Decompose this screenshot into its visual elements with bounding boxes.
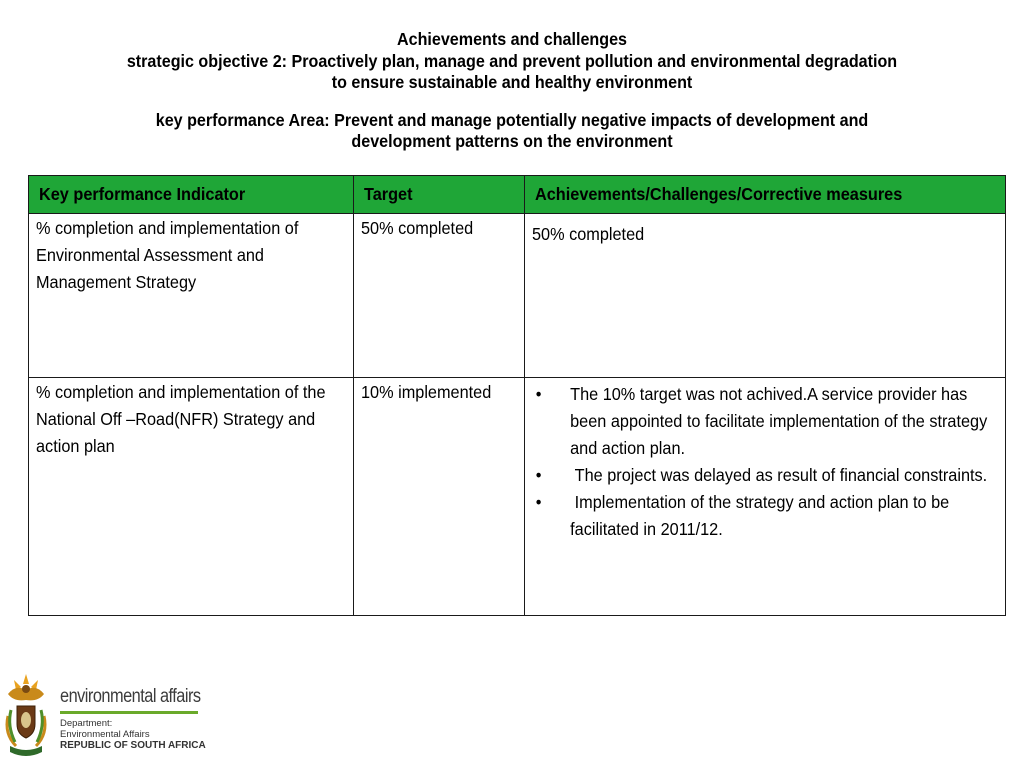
list-item: • Implementation of the strategy and action plan to be facilitated in 2011/12. (532, 489, 1001, 543)
target-cell: 50% completed (354, 214, 525, 378)
table-header-row (29, 176, 1006, 214)
indicator-cell: % completion and implementation of Environmental Assessment and Management Strategy (29, 214, 354, 378)
bullet-icon: • (535, 465, 542, 485)
logo-dept-line-1: Department: (60, 718, 113, 729)
slide-header (41, 29, 983, 153)
environmental-affairs-logo (0, 668, 206, 760)
bullet-icon: • (535, 492, 542, 512)
logo-wordmark: environmental affairs (60, 686, 201, 707)
achievement-cell (525, 378, 1006, 616)
achievement-bullet-list (532, 381, 1001, 543)
list-item: • The 10% target was not achived.A service provider has been appointed to facilitate implementation of the strategy and action plan. (532, 381, 1001, 462)
slide-title: Achievements and challenges (397, 29, 627, 49)
header-spacer (41, 94, 983, 110)
table-row (29, 378, 1006, 616)
kpa-line-2: development patterns on the environment (351, 131, 673, 151)
logo-rule (60, 711, 198, 714)
indicator-cell: % completion and implementation of the National Off –Road(NFR) Strategy and action plan (29, 378, 354, 616)
strategic-objective-line-2: to ensure sustainable and healthy environment (331, 72, 693, 92)
column-header-target: Target (354, 176, 525, 214)
kpa-line-1: key performance Area: Prevent and manage potentially negative impacts of development and (155, 109, 869, 130)
coat-of-arms-icon (2, 672, 50, 758)
achievement-cell: 50% completed (525, 214, 1006, 378)
target-cell: 10% implemented (354, 378, 525, 616)
kpi-table (28, 175, 1006, 616)
list-item: • The project was delayed as result of financial constraints. (532, 462, 1001, 489)
logo-dept-line-2: Environmental Affairs (60, 729, 150, 740)
logo-dept-line-3: REPUBLIC OF SOUTH AFRICA (60, 740, 206, 751)
bullet-icon: • (535, 384, 542, 404)
table-row (29, 214, 1006, 378)
column-header-achievements: Achievements/Challenges/Corrective measures (525, 176, 1006, 214)
column-header-indicator: Key performance Indicator (29, 176, 354, 214)
strategic-objective-line-1: strategic objective 2: Proactively plan, manage and prevent pollution and environmental degradation (126, 50, 898, 71)
